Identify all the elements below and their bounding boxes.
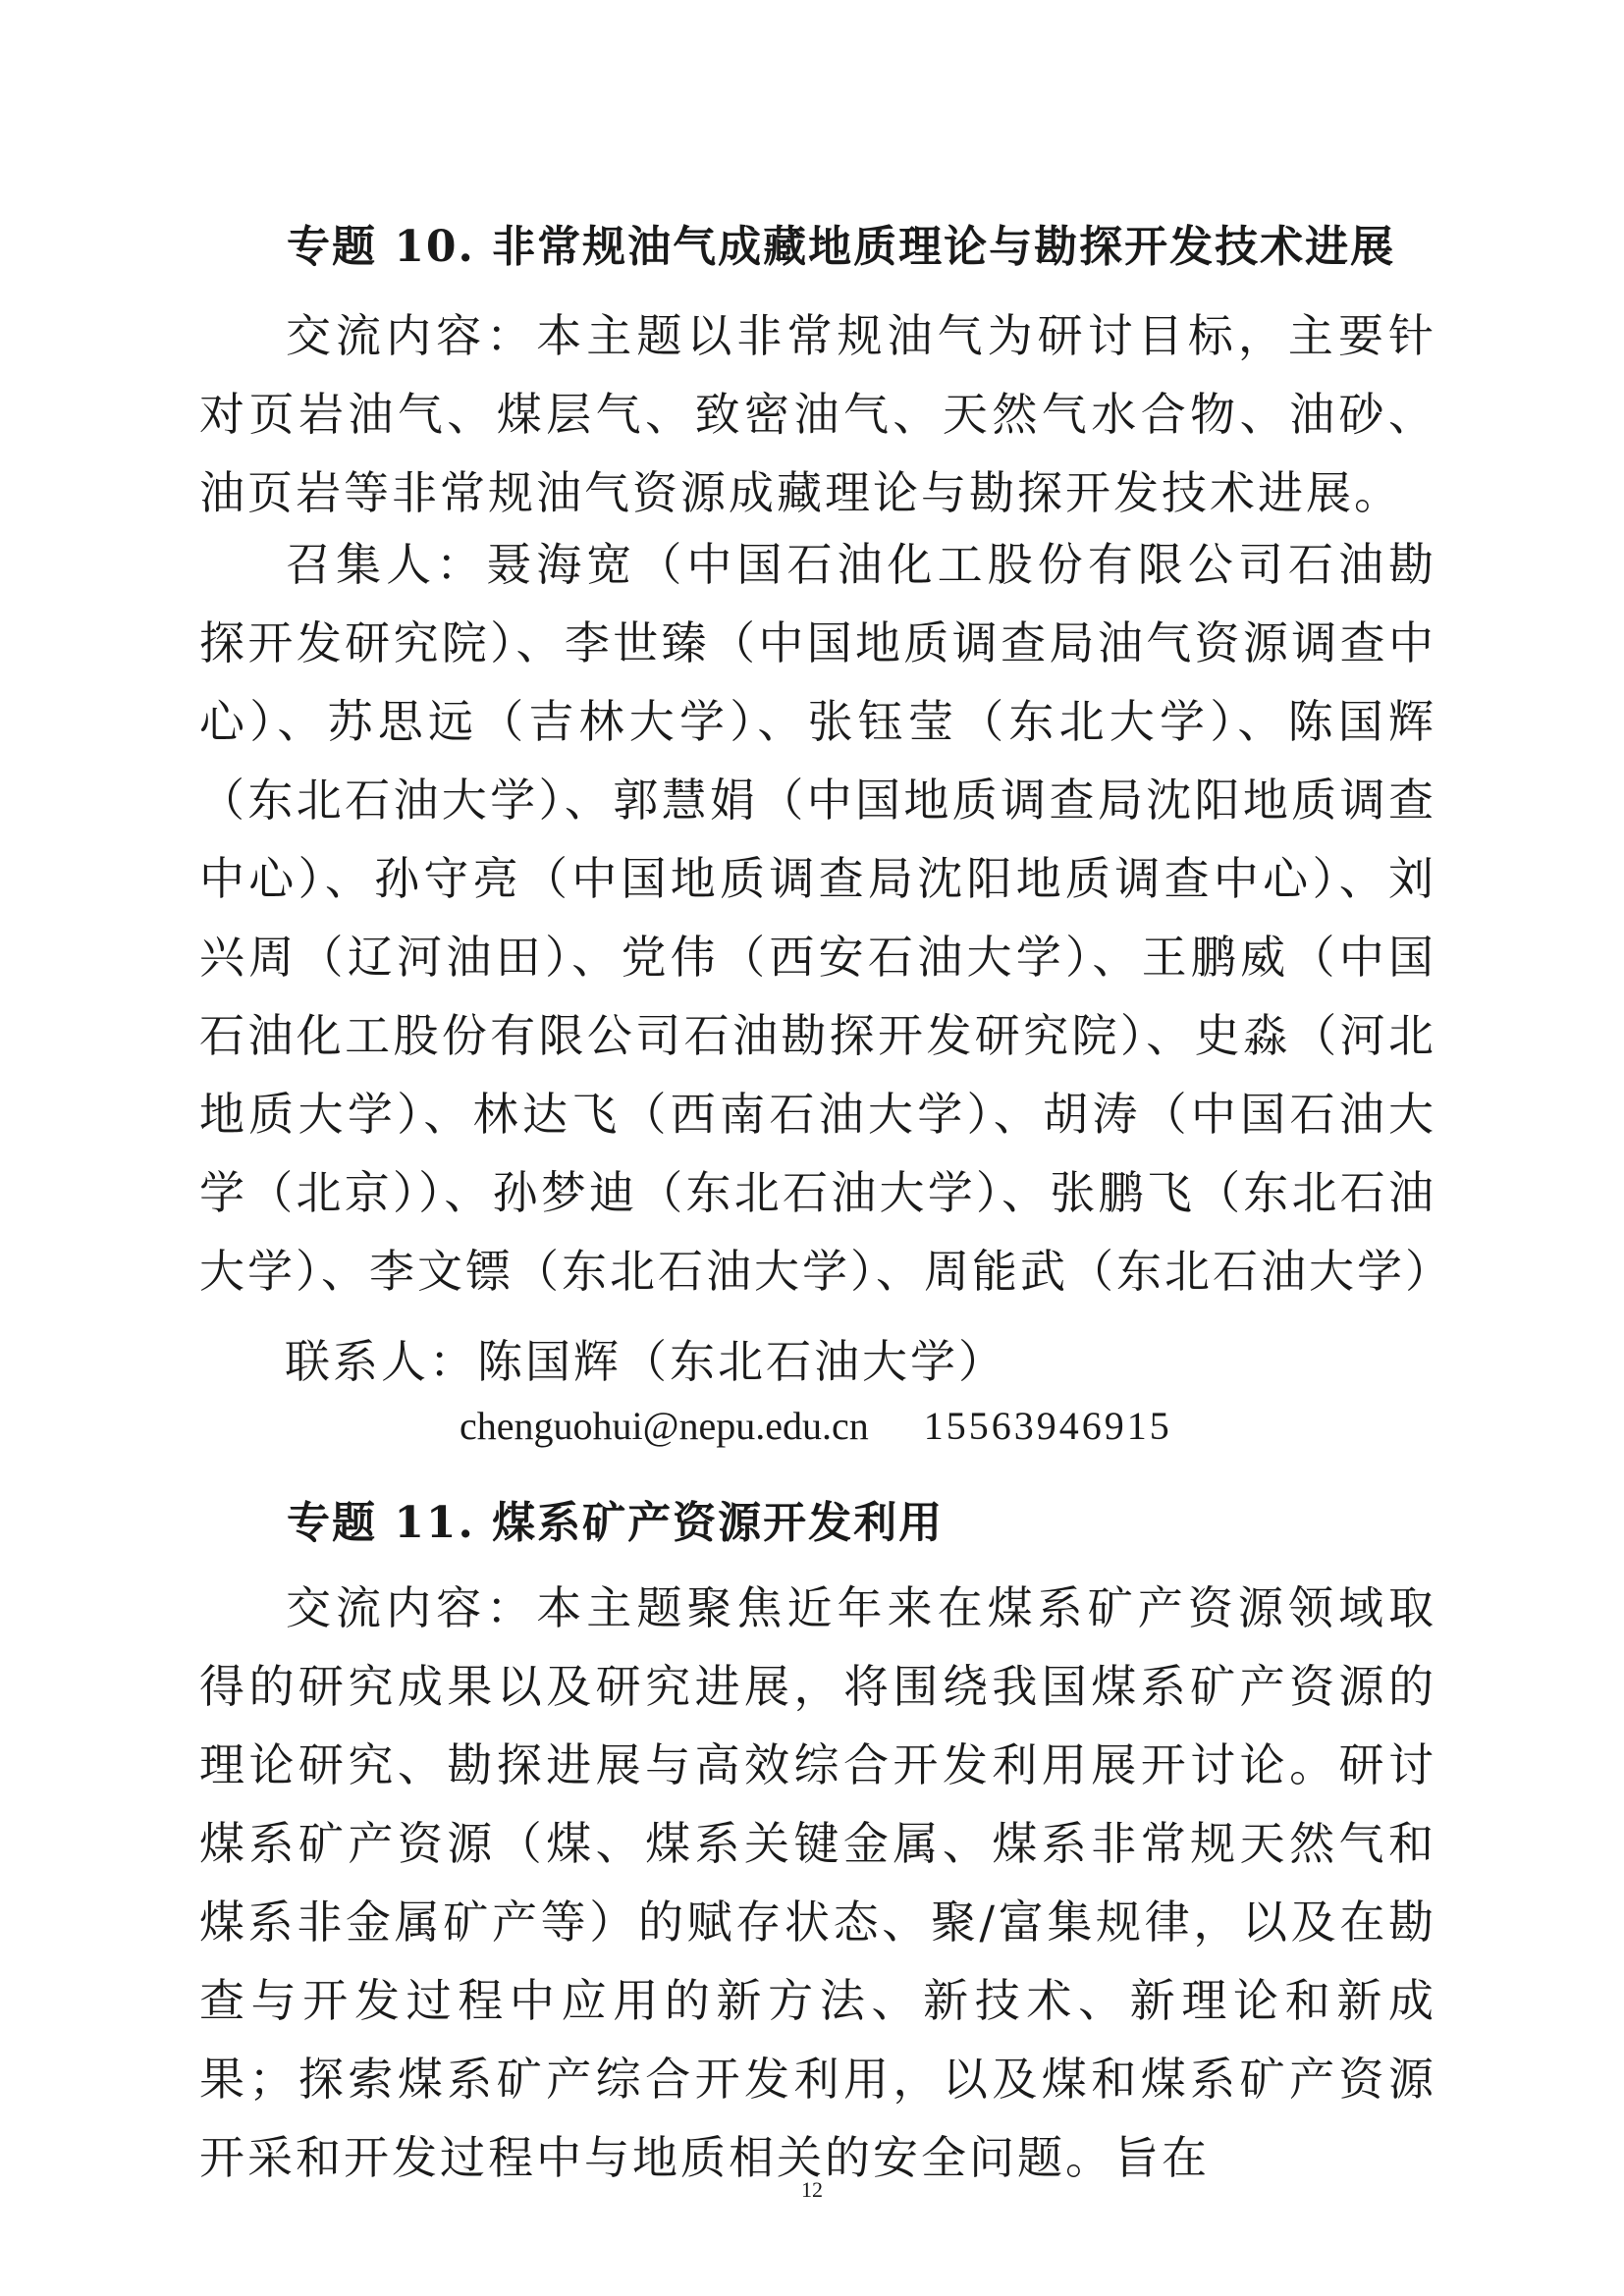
topic10-contact: 联系人：陈国辉（东北石油大学） [285,1335,1006,1388]
topic11-content: 交流内容：本主题聚焦近年来在煤系矿产资源领域取得的研究成果以及研究进展，将围绕我国煤系矿产资源的理论研究、勘探进展与高效综合开发利用展开讨论。研讨煤系矿产资源（煤、煤系关键金属、煤系非常规天然气和煤系非金属矿产等）的赋存状态、聚/富集规律，以及在勘查与开发过程中应用的新方法、新技术、新理论和新成果；探索煤系矿产综合开发利用，以及煤和煤系矿产资源开采和开发过程中与地质相关的安全问题。旨在 [199,1581,1436,2184]
topic10-heading: 专题 10. 非常规油气成藏地质理论与勘探开发技术进展 [287,222,1396,272]
page-number: 12 [801,2177,823,2202]
topic11-heading: 专题 11. 煤系矿产资源开发利用 [287,1498,945,1548]
topic10-content: 交流内容：本主题以非常规油气为研讨目标，主要针对页岩油气、煤层气、致密油气、天然气水合物、油砂、油页岩等非常规油气资源成藏理论与勘探开发技术进展。 [199,309,1436,519]
topic10-email: chenguohui@nepu.edu.cn [460,1404,869,1448]
topic10-email-phone-line [460,1404,1172,1448]
topic10-phone: 15563946915 [923,1404,1172,1448]
topic10-conveners: 召集人：聂海宽（中国石油化工股份有限公司石油勘探开发研究院）、李世臻（中国地质调查局油气资源调查中心）、苏思远（吉林大学）、张钰莹（东北大学）、陈国辉（东北石油大学）、郭慧娟（中国地质调查局沈阳地质调查中心）、孙守亮（中国地质调查局沈阳地质调查中心）、刘兴周（辽河油田）、党伟（西安石油大学）、王鹏威（中国石油化工股份有限公司石油勘探开发研究院）、史淼（河北地质大学）、林达飞（西南石油大学）、胡涛（中国石油大学（北京））、孙梦迪（东北石油大学）、张鹏飞（东北石油大学）、李文镖（东北石油大学）、周能武（东北石油大学） [199,538,1453,1298]
